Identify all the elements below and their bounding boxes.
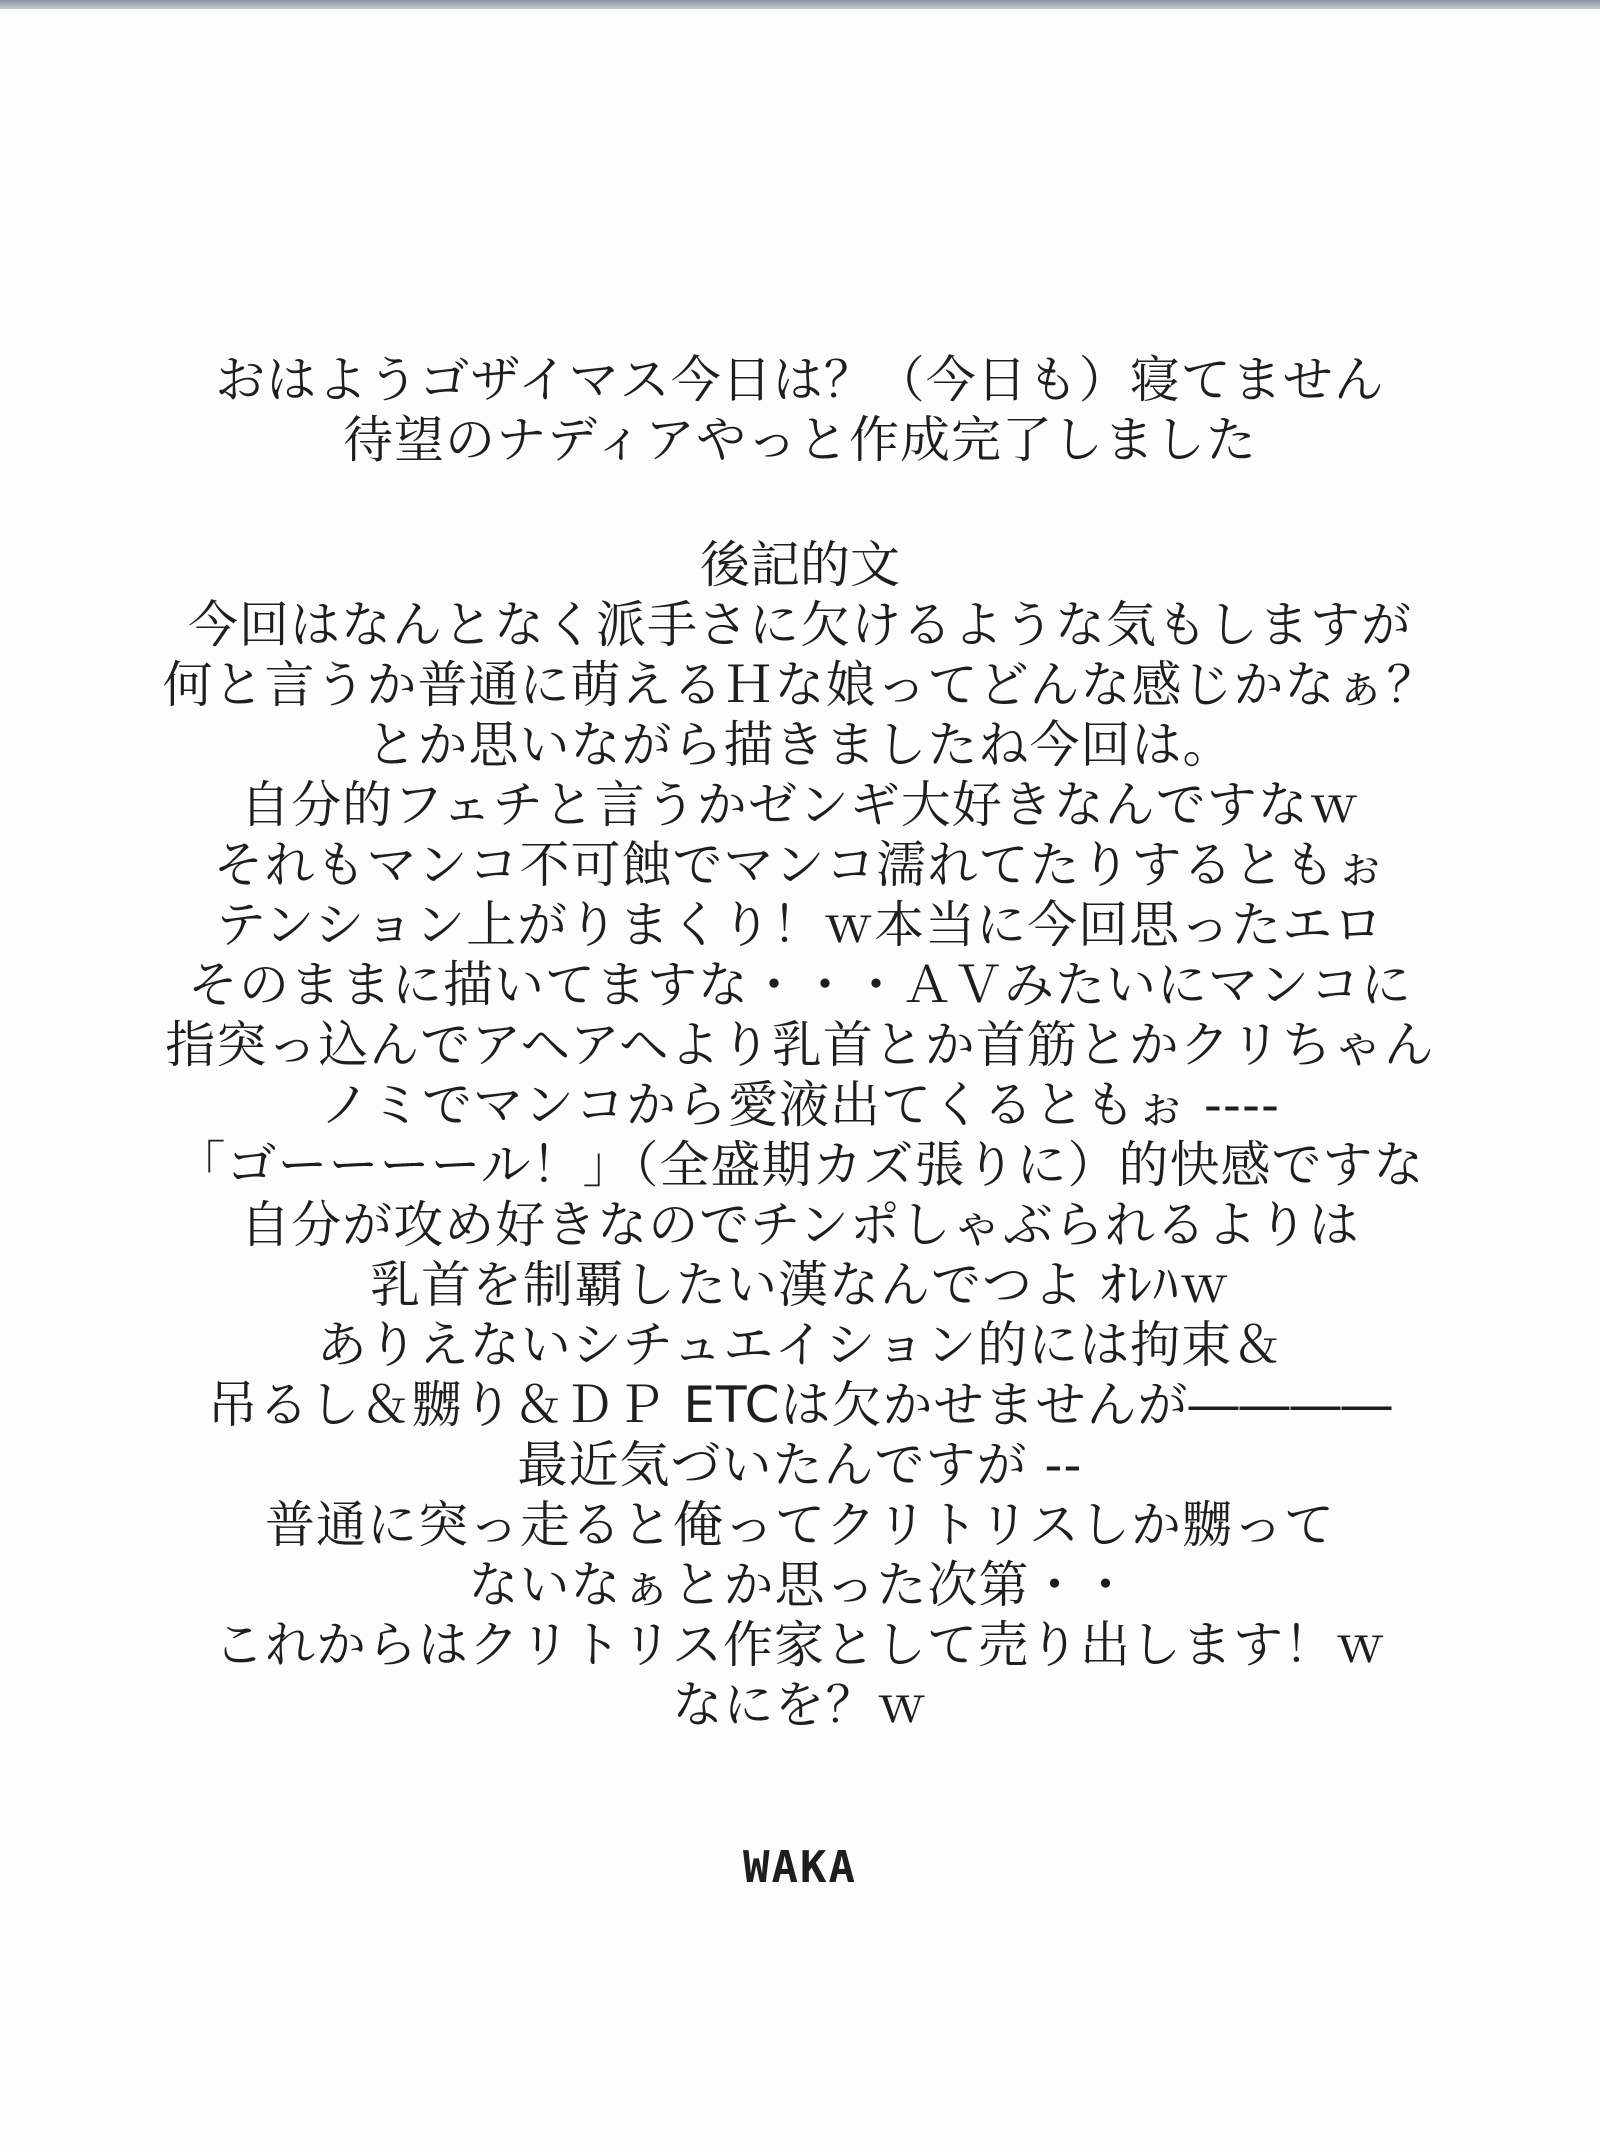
- afterword-line: 「ゴーーーール！」（全盛期カズ張りに）的快感ですな: [175, 1136, 1425, 1194]
- afterword-line: とか思いながら描きましたね今回は。: [366, 716, 1234, 774]
- afterword-line: 乳首を制覇したい漢なんでつよ ｵﾚﾊｗ: [370, 1256, 1230, 1314]
- afterword-heading: 後記的文: [700, 536, 900, 594]
- author-signature: WAKA: [743, 1842, 857, 1893]
- afterword-line: ノミでマンコから愛液出てくるともぉ ----: [319, 1076, 1281, 1134]
- intro-line: 待望のナディアやっと作成完了しました: [343, 411, 1257, 469]
- afterword-line: テンション上がりまくり！ｗ本当に今回思ったエロ: [215, 896, 1385, 954]
- afterword-line: なにを？ｗ: [672, 1676, 928, 1734]
- afterword-block: [0, 535, 1600, 1735]
- afterword-line: 今回はなんとなく派手さに欠けるような気もしますが: [188, 596, 1412, 654]
- intro-block: [0, 350, 1600, 470]
- afterword-line: ないなぁとか思った次第・・: [468, 1556, 1132, 1614]
- afterword-line: ありえないシチュエイション的には拘束＆: [316, 1316, 1284, 1374]
- afterword-line: 最近気づいたんですが --: [517, 1436, 1083, 1494]
- afterword-line: これからはクリトリス作家として売り出します！ｗ: [214, 1616, 1386, 1674]
- afterword-line: 自分が攻め好きなのでチンポしゃぶられるよりは: [240, 1196, 1360, 1254]
- afterword-line: 指突っ込んでアヘアヘより乳首とか首筋とかクリちゃん: [165, 1016, 1435, 1074]
- afterword-line: そのままに描いてますな・・・ＡＶみたいにマンコに: [188, 956, 1412, 1014]
- afterword-line: 普通に突っ走ると俺ってクリトリスしか嬲って: [265, 1496, 1335, 1554]
- afterword-line: 何と言うか普通に萌えるＨな娘ってどんな感じかなぁ？: [162, 656, 1438, 714]
- intro-line: おはようゴザイマス今日は？（今日も）寝てません: [215, 351, 1385, 409]
- afterword-line: 自分的フェチと言うかゼンギ大好きなんですなｗ: [240, 776, 1360, 834]
- afterword-line: 吊るし＆嬲り＆ＤＰ ETCは欠かせませんが――――: [207, 1376, 1393, 1434]
- afterword-line: それもマンコ不可蝕でマンコ濡れてたりするともぉ: [213, 836, 1387, 894]
